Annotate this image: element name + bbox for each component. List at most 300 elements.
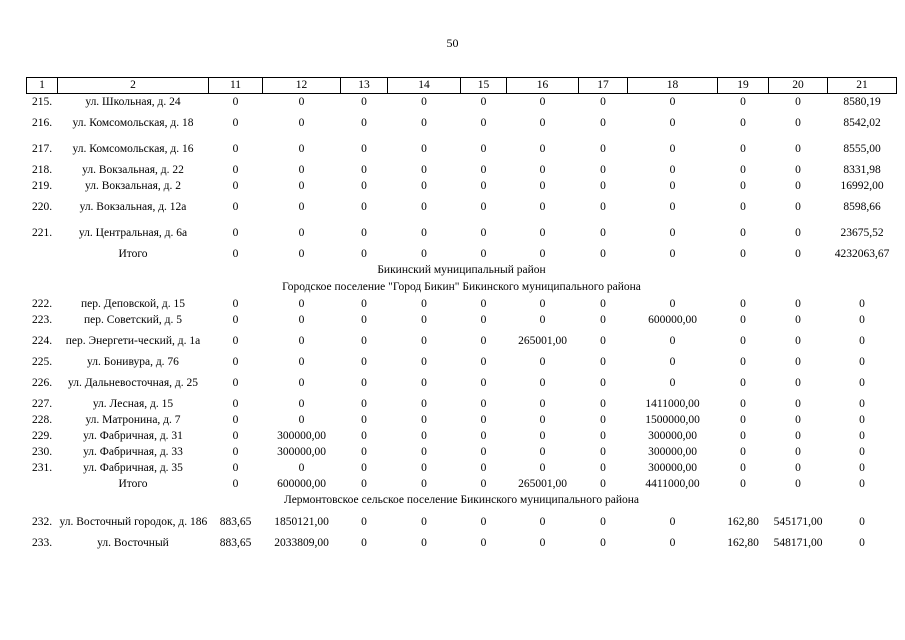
value-cell: 0 bbox=[298, 397, 305, 410]
value-cell: 300000,00 bbox=[277, 445, 326, 458]
value-cell: 0 bbox=[421, 515, 427, 528]
value-cell: 0 bbox=[600, 142, 606, 155]
address-cell: ул. Вокзальная, д. 12а bbox=[79, 200, 187, 213]
value-cell: 0 bbox=[480, 226, 487, 239]
value-cell: 300000,00 bbox=[648, 429, 697, 442]
value-cell: 0 bbox=[480, 413, 487, 426]
value-cell: 0 bbox=[795, 226, 801, 239]
address-cell: пер. Энергети-ческий, д. 1а bbox=[65, 334, 201, 347]
value-cell: 0 bbox=[795, 179, 801, 192]
value-cell: 883,65 bbox=[219, 515, 252, 528]
value-cell: 0 bbox=[539, 461, 546, 474]
row-number: 222. bbox=[31, 297, 53, 310]
value-cell: 0 bbox=[669, 247, 676, 260]
row-number bbox=[27, 246, 58, 262]
value-cell: 0 bbox=[480, 297, 487, 310]
value-cell: 1850121,00 bbox=[274, 515, 329, 528]
value-cell: 0 bbox=[298, 297, 305, 310]
value-cell: 23675,52 bbox=[840, 226, 884, 239]
value-cell: 0 bbox=[740, 179, 746, 192]
value-cell: 0 bbox=[232, 477, 239, 490]
value-cell: 0 bbox=[539, 376, 546, 389]
value-cell: 0 bbox=[421, 116, 427, 129]
value-cell: 0 bbox=[600, 429, 606, 442]
address-cell: ул. Восточный городок, д. 186 bbox=[59, 515, 208, 528]
value-cell: 0 bbox=[669, 376, 676, 389]
value-cell: 0 bbox=[740, 334, 746, 347]
value-cell: 0 bbox=[298, 142, 305, 155]
address-cell: ул. Фабричная, д. 35 bbox=[83, 461, 183, 474]
value-cell: 0 bbox=[361, 297, 367, 310]
value-cell: 0 bbox=[232, 313, 239, 326]
value-cell: 548171,00 bbox=[773, 536, 823, 549]
value-cell: 0 bbox=[480, 397, 487, 410]
value-cell: 0 bbox=[539, 397, 546, 410]
column-header: 14 bbox=[388, 78, 461, 94]
value-cell: 0 bbox=[232, 413, 239, 426]
value-cell: 0 bbox=[361, 515, 367, 528]
value-cell: 0 bbox=[669, 334, 676, 347]
section-row bbox=[27, 279, 897, 296]
value-cell: 0 bbox=[740, 95, 746, 108]
column-header: 15 bbox=[461, 78, 507, 94]
table-row bbox=[27, 296, 897, 312]
value-cell: 0 bbox=[600, 376, 606, 389]
table-row bbox=[27, 509, 897, 535]
total-row bbox=[27, 476, 897, 492]
value-cell: 0 bbox=[740, 313, 746, 326]
value-cell: 0 bbox=[795, 116, 801, 129]
value-cell: 0 bbox=[298, 355, 305, 368]
value-cell: 0 bbox=[480, 445, 487, 458]
value-cell: 0 bbox=[480, 179, 487, 192]
row-number: 217. bbox=[31, 142, 53, 155]
value-cell: 0 bbox=[795, 142, 801, 155]
section-row bbox=[27, 492, 897, 509]
value-cell: 0 bbox=[600, 179, 606, 192]
value-cell: 265001,00 bbox=[518, 334, 567, 347]
value-cell: 0 bbox=[361, 445, 367, 458]
value-cell: 0 bbox=[600, 95, 606, 108]
value-cell: 0 bbox=[361, 461, 367, 474]
column-header: 13 bbox=[341, 78, 388, 94]
value-cell: 0 bbox=[480, 477, 487, 490]
value-cell: 0 bbox=[298, 461, 305, 474]
value-cell: 0 bbox=[232, 376, 239, 389]
value-cell: 0 bbox=[859, 297, 865, 310]
value-cell: 0 bbox=[421, 142, 427, 155]
address-cell: ул. Бонивура, д. 76 bbox=[87, 355, 179, 368]
value-cell: 0 bbox=[740, 376, 746, 389]
value-cell: 0 bbox=[600, 247, 606, 260]
value-cell: 0 bbox=[740, 461, 746, 474]
value-cell: 0 bbox=[361, 247, 367, 260]
value-cell: 0 bbox=[600, 226, 606, 239]
row-number: 225. bbox=[31, 355, 53, 368]
value-cell: 0 bbox=[480, 116, 487, 129]
address-cell: ул. Центральная, д. 6а bbox=[78, 226, 188, 239]
address-cell: ул. Комсомольская, д. 16 bbox=[72, 142, 194, 155]
value-cell: 0 bbox=[361, 536, 367, 549]
value-cell: 0 bbox=[669, 179, 676, 192]
value-cell: 0 bbox=[480, 334, 487, 347]
value-cell: 0 bbox=[859, 334, 865, 347]
value-cell: 0 bbox=[361, 163, 367, 176]
value-cell: 0 bbox=[740, 355, 746, 368]
table-row bbox=[27, 312, 897, 328]
value-cell: 0 bbox=[795, 445, 801, 458]
value-cell: 0 bbox=[232, 163, 239, 176]
value-cell: 0 bbox=[600, 163, 606, 176]
value-cell: 0 bbox=[480, 515, 487, 528]
value-cell: 0 bbox=[421, 355, 427, 368]
value-cell: 0 bbox=[539, 226, 546, 239]
value-cell: 0 bbox=[480, 95, 487, 108]
value-cell: 0 bbox=[740, 429, 746, 442]
value-cell: 0 bbox=[600, 200, 606, 213]
value-cell: 0 bbox=[669, 226, 676, 239]
value-cell: 0 bbox=[298, 226, 305, 239]
value-cell: 0 bbox=[298, 179, 305, 192]
value-cell: 1411000,00 bbox=[645, 397, 700, 410]
value-cell: 0 bbox=[859, 515, 865, 528]
value-cell: 0 bbox=[740, 397, 746, 410]
value-cell: 0 bbox=[421, 163, 427, 176]
value-cell: 0 bbox=[298, 334, 305, 347]
value-cell: 0 bbox=[421, 376, 427, 389]
value-cell: 0 bbox=[600, 313, 606, 326]
value-cell: 0 bbox=[361, 179, 367, 192]
value-cell: 0 bbox=[480, 313, 487, 326]
value-cell: 0 bbox=[539, 200, 546, 213]
row-number: 228. bbox=[31, 413, 53, 426]
value-cell: 0 bbox=[421, 200, 427, 213]
value-cell: 0 bbox=[361, 429, 367, 442]
total-row bbox=[27, 246, 897, 262]
value-cell: 0 bbox=[232, 179, 239, 192]
value-cell: 162,80 bbox=[727, 536, 759, 549]
row-number bbox=[27, 476, 58, 492]
value-cell: 0 bbox=[669, 536, 676, 549]
value-cell: 0 bbox=[600, 355, 606, 368]
value-cell: 0 bbox=[795, 200, 801, 213]
value-cell: 0 bbox=[795, 461, 801, 474]
value-cell: 0 bbox=[859, 461, 865, 474]
column-header: 12 bbox=[263, 78, 341, 94]
value-cell: 0 bbox=[298, 247, 305, 260]
value-cell: 0 bbox=[600, 515, 606, 528]
value-cell: 0 bbox=[539, 247, 546, 260]
value-cell: 0 bbox=[232, 461, 239, 474]
row-number: 226. bbox=[31, 376, 53, 389]
data-table bbox=[26, 77, 897, 551]
address-cell: ул. Дальневосточная, д. 25 bbox=[67, 376, 199, 389]
value-cell: 0 bbox=[740, 413, 746, 426]
address-cell: ул. Матронина, д. 7 bbox=[85, 413, 181, 426]
table-row bbox=[27, 220, 897, 246]
row-number: 224. bbox=[31, 334, 53, 347]
table-row bbox=[27, 162, 897, 178]
value-cell: 8580,19 bbox=[843, 95, 881, 108]
value-cell: 0 bbox=[421, 397, 427, 410]
value-cell: 0 bbox=[795, 313, 801, 326]
row-number: 218. bbox=[31, 163, 53, 176]
value-cell: 0 bbox=[480, 355, 487, 368]
value-cell: 300000,00 bbox=[648, 445, 697, 458]
value-cell: 0 bbox=[669, 515, 676, 528]
value-cell: 0 bbox=[421, 297, 427, 310]
value-cell: 0 bbox=[539, 116, 546, 129]
address-cell: ул. Фабричная, д. 33 bbox=[83, 445, 183, 458]
page-number: 50 bbox=[446, 36, 459, 50]
address-cell: ул. Восточный bbox=[97, 536, 169, 549]
value-cell: 0 bbox=[361, 376, 367, 389]
value-cell: 0 bbox=[298, 163, 305, 176]
table-row bbox=[27, 460, 897, 476]
table-row bbox=[27, 444, 897, 460]
value-cell: 0 bbox=[740, 142, 746, 155]
value-cell: 0 bbox=[795, 95, 801, 108]
table-row bbox=[27, 328, 897, 354]
value-cell: 0 bbox=[859, 536, 865, 549]
value-cell: 0 bbox=[600, 477, 606, 490]
value-cell: 0 bbox=[361, 397, 367, 410]
section-title: Бикинский муниципальный район bbox=[377, 264, 546, 277]
value-cell: 0 bbox=[740, 200, 746, 213]
value-cell: 0 bbox=[859, 313, 865, 326]
value-cell: 883,65 bbox=[219, 536, 252, 549]
value-cell: 0 bbox=[859, 445, 865, 458]
value-cell: 0 bbox=[859, 429, 865, 442]
value-cell: 0 bbox=[480, 461, 487, 474]
value-cell: 0 bbox=[795, 376, 801, 389]
value-cell: 0 bbox=[740, 226, 746, 239]
value-cell: 0 bbox=[480, 142, 487, 155]
value-cell: 0 bbox=[859, 355, 865, 368]
row-number: 232. bbox=[31, 515, 53, 528]
value-cell: 265001,00 bbox=[518, 477, 567, 490]
value-cell: 4232063,67 bbox=[834, 247, 890, 260]
value-cell: 0 bbox=[361, 355, 367, 368]
value-cell: 0 bbox=[795, 477, 801, 490]
value-cell: 0 bbox=[795, 297, 801, 310]
table-row bbox=[27, 136, 897, 162]
value-cell: 0 bbox=[232, 142, 239, 155]
value-cell: 0 bbox=[669, 95, 676, 108]
value-cell: 8331,98 bbox=[843, 163, 881, 176]
value-cell: 0 bbox=[539, 95, 546, 108]
value-cell: 0 bbox=[361, 142, 367, 155]
value-cell: 0 bbox=[361, 477, 367, 490]
value-cell: 0 bbox=[600, 445, 606, 458]
value-cell: 0 bbox=[232, 334, 239, 347]
value-cell: 0 bbox=[421, 247, 427, 260]
column-header: 20 bbox=[769, 78, 828, 94]
table-row bbox=[27, 94, 897, 111]
value-cell: 0 bbox=[669, 116, 676, 129]
value-cell: 0 bbox=[232, 226, 239, 239]
column-header: 1 bbox=[27, 78, 58, 94]
value-cell: 4411000,00 bbox=[645, 477, 700, 490]
value-cell: 0 bbox=[421, 95, 427, 108]
value-cell: 0 bbox=[600, 334, 606, 347]
value-cell: 0 bbox=[740, 477, 746, 490]
row-number: 223. bbox=[31, 313, 53, 326]
value-cell: 600000,00 bbox=[648, 313, 697, 326]
value-cell: 0 bbox=[232, 116, 239, 129]
column-header: 19 bbox=[718, 78, 769, 94]
row-number: 231. bbox=[31, 461, 53, 474]
value-cell: 0 bbox=[539, 297, 546, 310]
row-number: 219. bbox=[31, 179, 53, 192]
row-number: 233. bbox=[31, 536, 53, 549]
value-cell: 0 bbox=[740, 297, 746, 310]
value-cell: 0 bbox=[361, 413, 367, 426]
value-cell: 0 bbox=[539, 445, 546, 458]
section-title: Лермонтовское сельское поселение Бикинского муниципального района bbox=[283, 494, 640, 507]
column-header: 11 bbox=[209, 78, 263, 94]
value-cell: 0 bbox=[740, 163, 746, 176]
address-cell: пер. Деповской, д. 15 bbox=[81, 297, 185, 310]
value-cell: 0 bbox=[795, 397, 801, 410]
value-cell: 0 bbox=[539, 355, 546, 368]
value-cell: 300000,00 bbox=[277, 429, 326, 442]
address-cell: ул. Лесная, д. 15 bbox=[92, 397, 174, 410]
address-cell: ул. Комсомольская, д. 18 bbox=[72, 116, 194, 129]
value-cell: 0 bbox=[232, 95, 239, 108]
value-cell: 0 bbox=[298, 313, 305, 326]
column-header: 21 bbox=[828, 78, 897, 94]
value-cell: 0 bbox=[421, 334, 427, 347]
value-cell: 0 bbox=[669, 355, 676, 368]
value-cell: 0 bbox=[600, 116, 606, 129]
value-cell: 0 bbox=[421, 179, 427, 192]
value-cell: 0 bbox=[539, 413, 546, 426]
value-cell: 0 bbox=[480, 376, 487, 389]
value-cell: 545171,00 bbox=[773, 515, 823, 528]
value-cell: 0 bbox=[669, 200, 676, 213]
value-cell: 0 bbox=[859, 477, 865, 490]
table-row bbox=[27, 110, 897, 136]
value-cell: 0 bbox=[795, 334, 801, 347]
header-row bbox=[27, 78, 897, 94]
address-cell: ул. Вокзальная, д. 2 bbox=[85, 179, 181, 192]
row-number: 221. bbox=[31, 226, 53, 239]
section-title: Городское поселение "Город Бикин" Бикинского муниципального района bbox=[282, 281, 641, 294]
value-cell: 0 bbox=[298, 413, 305, 426]
value-cell: 0 bbox=[232, 429, 239, 442]
value-cell: 0 bbox=[740, 247, 746, 260]
value-cell: 0 bbox=[480, 536, 487, 549]
value-cell: 0 bbox=[740, 116, 746, 129]
row-number: 216. bbox=[31, 116, 53, 129]
section-row bbox=[27, 262, 897, 279]
value-cell: 0 bbox=[421, 313, 427, 326]
value-cell: 0 bbox=[480, 200, 487, 213]
address-cell: ул. Фабричная, д. 31 bbox=[83, 429, 183, 442]
value-cell: 0 bbox=[298, 95, 305, 108]
value-cell: 0 bbox=[859, 413, 865, 426]
value-cell: 0 bbox=[298, 376, 305, 389]
column-header: 2 bbox=[58, 78, 209, 94]
address-cell: пер. Советский, д. 5 bbox=[84, 313, 182, 326]
value-cell: 16992,00 bbox=[840, 179, 884, 192]
value-cell: 0 bbox=[361, 313, 367, 326]
value-cell: 162,80 bbox=[727, 515, 759, 528]
value-cell: 0 bbox=[795, 163, 801, 176]
value-cell: 0 bbox=[361, 116, 367, 129]
value-cell: 0 bbox=[232, 297, 239, 310]
value-cell: 0 bbox=[740, 445, 746, 458]
value-cell: 0 bbox=[600, 461, 606, 474]
value-cell: 0 bbox=[480, 429, 487, 442]
value-cell: 0 bbox=[421, 429, 427, 442]
value-cell: 8542,02 bbox=[843, 116, 881, 129]
value-cell: 0 bbox=[859, 397, 865, 410]
value-cell: 0 bbox=[600, 536, 606, 549]
value-cell: 0 bbox=[421, 536, 427, 549]
value-cell: 0 bbox=[669, 163, 676, 176]
column-header: 16 bbox=[507, 78, 579, 94]
value-cell: 0 bbox=[600, 397, 606, 410]
column-header: 18 bbox=[628, 78, 718, 94]
value-cell: 0 bbox=[361, 95, 367, 108]
value-cell: 0 bbox=[539, 142, 546, 155]
value-cell: 0 bbox=[539, 536, 546, 549]
value-cell: 8555,00 bbox=[843, 142, 881, 155]
value-cell: 0 bbox=[421, 461, 427, 474]
table-row bbox=[27, 194, 897, 220]
row-number: 230. bbox=[31, 445, 53, 458]
value-cell: 0 bbox=[361, 226, 367, 239]
row-number: 220. bbox=[31, 200, 53, 213]
value-cell: 0 bbox=[600, 413, 606, 426]
value-cell: 300000,00 bbox=[648, 461, 697, 474]
value-cell: 0 bbox=[361, 200, 367, 213]
value-cell: 2033809,00 bbox=[274, 536, 329, 549]
table-row bbox=[27, 178, 897, 194]
value-cell: 0 bbox=[795, 247, 801, 260]
value-cell: 0 bbox=[421, 445, 427, 458]
row-number: 229. bbox=[31, 429, 53, 442]
column-header: 17 bbox=[579, 78, 628, 94]
value-cell: 0 bbox=[232, 355, 239, 368]
table-row bbox=[27, 354, 897, 370]
value-cell: 600000,00 bbox=[277, 477, 326, 490]
value-cell: 0 bbox=[669, 142, 676, 155]
value-cell: 8598,66 bbox=[843, 200, 881, 213]
table-row bbox=[27, 535, 897, 551]
value-cell: 0 bbox=[421, 413, 427, 426]
row-number: 227. bbox=[31, 397, 53, 410]
table-row bbox=[27, 396, 897, 412]
address-cell: ул. Школьная, д. 24 bbox=[85, 95, 181, 108]
value-cell: 0 bbox=[795, 413, 801, 426]
address-cell: Итого bbox=[118, 247, 148, 260]
value-cell: 0 bbox=[232, 397, 239, 410]
value-cell: 0 bbox=[795, 355, 801, 368]
address-cell: ул. Вокзальная, д. 22 bbox=[82, 163, 184, 176]
value-cell: 0 bbox=[539, 515, 546, 528]
value-cell: 0 bbox=[298, 116, 305, 129]
value-cell: 0 bbox=[539, 313, 546, 326]
value-cell: 0 bbox=[361, 334, 367, 347]
value-cell: 0 bbox=[421, 226, 427, 239]
value-cell: 0 bbox=[539, 163, 546, 176]
value-cell: 0 bbox=[232, 247, 239, 260]
address-cell: Итого bbox=[118, 477, 148, 490]
value-cell: 0 bbox=[232, 445, 239, 458]
